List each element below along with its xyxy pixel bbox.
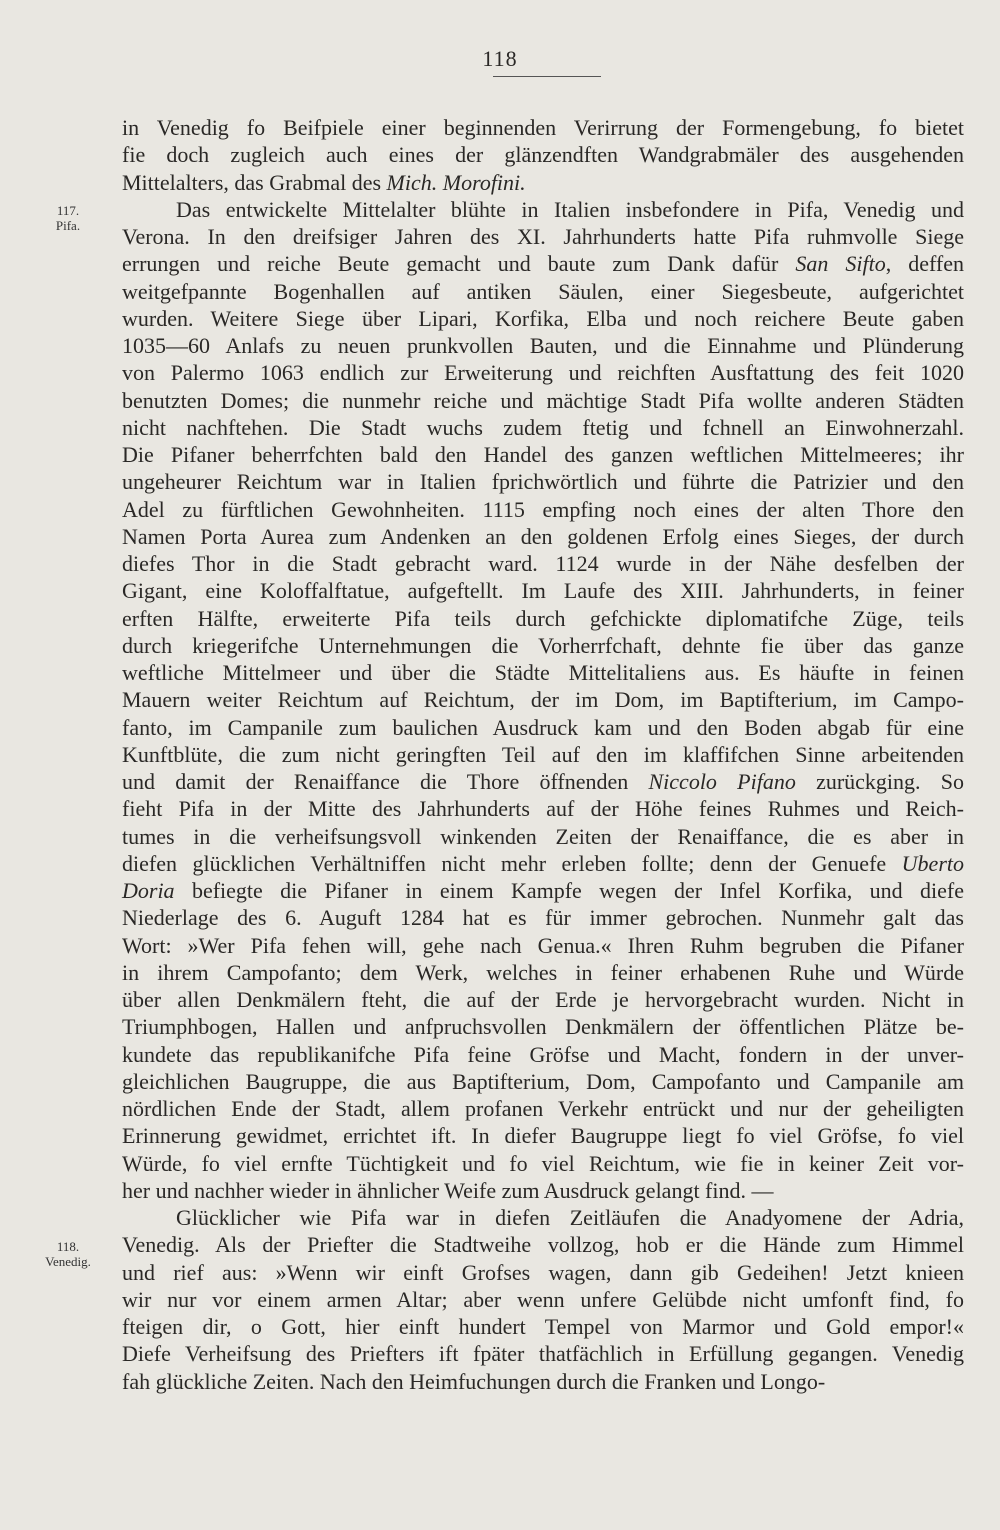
text-segment: kundete das republikanifche Pifa feine Gröfse und Macht, fondern in der unver- (122, 1042, 964, 1067)
italic-text: Uberto (901, 851, 964, 876)
text-line (122, 223, 964, 250)
text-line (122, 169, 964, 196)
text-line (122, 986, 964, 1013)
text-line (122, 1259, 964, 1286)
text-segment: benutzten Domes; die nunmehr reiche und mächtige Stadt Pifa wollte anderen Städten (122, 388, 964, 413)
text-line (122, 305, 964, 332)
text-segment: wurden. Weitere Siege über Lipari, Korfika, Elba und noch reichere Beute gaben (122, 306, 964, 331)
text-segment: befiegte die Pifaner in einem Kampfe wegen der Infel Korfika, und diefe (174, 878, 964, 903)
text-segment: gleichlichen Baugruppe, die aus Baptifterium, Dom, Campofanto und Campanile am (122, 1069, 964, 1094)
text-line (122, 1286, 964, 1313)
text-line (122, 414, 964, 441)
text-segment: fie doch zugleich auch eines der glänzendften Wandgrabmäler des ausgehenden (122, 142, 964, 167)
text-segment: diefen glücklichen Verhältniffen nicht mehr erleben follte; denn der Genuefe (122, 851, 902, 876)
text-line (122, 932, 964, 959)
text-segment: wir nur vor einem armen Altar; aber wenn unfere Gelübde nicht umfonft find, fo (122, 1287, 964, 1312)
italic-text: Doria (122, 878, 175, 903)
text-line (122, 1313, 964, 1340)
text-segment: Triumphbogen, Hallen und anfpruchsvollen Denkmälern der öffentlichen Plätze be- (122, 1014, 964, 1039)
text-line (122, 1150, 964, 1177)
text-segment: Adel zu fürftlichen Gewohnheiten. 1115 empfing noch eines der alten Thore den (122, 497, 964, 522)
text-line (122, 1204, 964, 1231)
text-line (122, 1368, 964, 1395)
text-segment: Diefe Verheifsung des Priefters ift fpäter thatfächlich in Erfüllung gegangen. Venedig (122, 1341, 964, 1366)
text-segment: durch kriegerifche Unternehmungen die Vorherrfchaft, dehnte fie über das ganze (122, 633, 964, 658)
text-line (122, 959, 964, 986)
text-segment: nördlichen Ende der Stadt, allem profanen Verkehr entrückt und nur der geheiligten (122, 1096, 964, 1121)
text-line (122, 686, 964, 713)
text-segment: Verona. In den dreifsiger Jahren des XI. Jahrhunderts hatte Pifa ruhmvolle Siege (122, 224, 964, 249)
text-line (122, 1013, 964, 1040)
text-line (122, 632, 964, 659)
text-segment: Wort: »Wer Pifa fehen will, gehe nach Genua.« Ihren Ruhm begruben die Pifaner (122, 933, 964, 958)
text-line (122, 1122, 964, 1149)
text-segment: weftliche Mittelmeer und über die Städte Mittelitaliens aus. Es häufte in feinen (122, 660, 964, 685)
text-line (122, 550, 964, 577)
margin-note (18, 203, 118, 233)
text-segment: Namen Porta Aurea zum Andenken an den goldenen Erfolg eines Sieges, der durch (122, 524, 964, 549)
text-line (122, 850, 964, 877)
text-line (122, 577, 964, 604)
text-line (122, 1068, 964, 1095)
text-segment: fteigen dir, o Gott, hier einft hundert Tempel von Marmor und Gold empor!« (122, 1314, 964, 1339)
text-segment: diefes Thor in die Stadt gebracht ward. 1124 wurde in der Nähe desfelben der (122, 551, 964, 576)
text-line (122, 250, 964, 277)
text-line (122, 714, 964, 741)
text-segment: Glücklicher wie Pifa war in diefen Zeitläufen die Anadyomene der Adria, (176, 1205, 964, 1230)
text-segment: und rief aus: »Wenn wir einft Grofses wagen, dann gib Gedeihen! Jetzt knieen (122, 1260, 964, 1285)
text-line (122, 795, 964, 822)
margin-note-label: Venedig. (45, 1254, 91, 1269)
text-segment: fah glückliche Zeiten. Nach den Heimfuchungen durch die Franken und Longo- (122, 1369, 826, 1394)
page-number-rule (493, 76, 601, 77)
text-line (122, 196, 964, 223)
text-line (122, 278, 964, 305)
italic-text: Mich. Morofini. (386, 170, 526, 195)
text-segment: nicht nachftehen. Die Stadt wuchs zudem ftetig und fchnell an Einwohnerzahl. (122, 415, 964, 440)
text-line (122, 1340, 964, 1367)
margin-note (18, 1239, 118, 1269)
text-segment: von Palermo 1063 endlich zur Erweiterung und reichften Ausftattung des feit 1020 (122, 360, 964, 385)
text-line (122, 523, 964, 550)
text-segment: Würde, fo viel ernfte Tüchtigkeit und fo viel Reichtum, wie fie in keiner Zeit vor- (122, 1151, 964, 1176)
text-segment: in Venedig fo Beifpiele einer beginnenden Verirrung der Formengebung, fo bietet (122, 115, 964, 140)
text-line (122, 468, 964, 495)
text-line (122, 387, 964, 414)
text-line (122, 1231, 964, 1258)
text-segment: Erinnerung gewidmet, errichtet ift. In diefer Baugruppe liegt fo viel Gröfse, fo viel (122, 1123, 964, 1148)
text-segment: tumes in die verheifsungsvoll winkenden Zeiten der Renaiffance, die es aber in (122, 824, 964, 849)
text-line (122, 877, 964, 904)
text-line (122, 1095, 964, 1122)
italic-text: San Sifto (795, 251, 886, 276)
text-line (122, 823, 964, 850)
margin-note-number: 118. (56, 1239, 80, 1254)
text-segment: zurückging. So (795, 769, 964, 794)
text-segment: Venedig. Als der Priefter die Stadtweihe vollzog, hob er die Hände zum Himmel (122, 1232, 964, 1257)
text-segment: ungeheurer Reichtum war in Italien fprichwörtlich und führte die Patrizier und den (122, 469, 964, 494)
text-segment: Mauern weiter Reichtum auf Reichtum, der im Dom, im Baptifterium, im Campo- (122, 687, 964, 712)
text-segment: Das entwickelte Mittelalter blühte in Italien insbefondere in Pifa, Venedig und (176, 197, 964, 222)
text-segment: und damit der Renaiffance die Thore öffnenden (122, 769, 649, 794)
text-line (122, 141, 964, 168)
text-segment: über allen Denkmälern fteht, die auf der Erde je hervorgebracht wurden. Nicht in (122, 987, 964, 1012)
text-segment: Die Pifaner beherrfchten bald den Handel des ganzen weftlichen Mittelmeeres; ihr (122, 442, 964, 467)
text-line (122, 741, 964, 768)
text-segment: her und nachher wieder in ähnlicher Weife zum Ausdruck gelangt find. — (122, 1178, 774, 1203)
text-line (122, 496, 964, 523)
text-segment: fanto, im Campanile zum baulichen Ausdruck kam und den Boden abgab für eine (122, 715, 964, 740)
margin-note-number: 117. (56, 203, 80, 218)
text-segment: errungen und reiche Beute gemacht und baute zum Dank dafür (122, 251, 796, 276)
text-line (122, 359, 964, 386)
text-segment: Mittelalters, das Grabmal des (122, 170, 387, 195)
page-number: 118 (482, 46, 518, 71)
text-segment: 1035—60 Anlafs zu neuen prunkvollen Bauten, und die Einnahme und Plünderung (122, 333, 964, 358)
text-segment: in ihrem Campofanto; dem Werk, welches in feiner erhabenen Ruhe und Würde (122, 960, 964, 985)
text-line (122, 332, 964, 359)
margin-note-label: Pifa. (55, 218, 81, 233)
text-line (122, 441, 964, 468)
text-line (122, 768, 964, 795)
text-line (122, 1177, 964, 1204)
text-segment: Niederlage des 6. Auguft 1284 hat es für immer gebrochen. Nunmehr galt das (122, 905, 964, 930)
text-line (122, 659, 964, 686)
text-segment: fieht Pifa in der Mitte des Jahrhunderts auf der Höhe feines Ruhmes und Reich- (122, 796, 964, 821)
text-line (122, 904, 964, 931)
text-line (122, 1041, 964, 1068)
text-segment: weitgefpannte Bogenhallen auf antiken Säulen, einer Siegesbeute, aufgerichtet (122, 279, 964, 304)
text-segment: , deffen (885, 251, 964, 276)
text-segment: Kunftblüte, die zum nicht geringften Teil auf den im klaffifchen Sinne arbeitenden (122, 742, 964, 767)
italic-text: Niccolo Pifano (648, 769, 796, 794)
text-segment: Gigant, eine Koloffalftatue, aufgeftellt. Im Laufe des XIII. Jahrhunderts, in feiner (122, 578, 964, 603)
text-line (122, 114, 964, 141)
text-line (122, 605, 964, 632)
text-segment: erften Hälfte, erweiterte Pifa teils durch gefchickte diplomatifche Züge, teils (122, 606, 964, 631)
